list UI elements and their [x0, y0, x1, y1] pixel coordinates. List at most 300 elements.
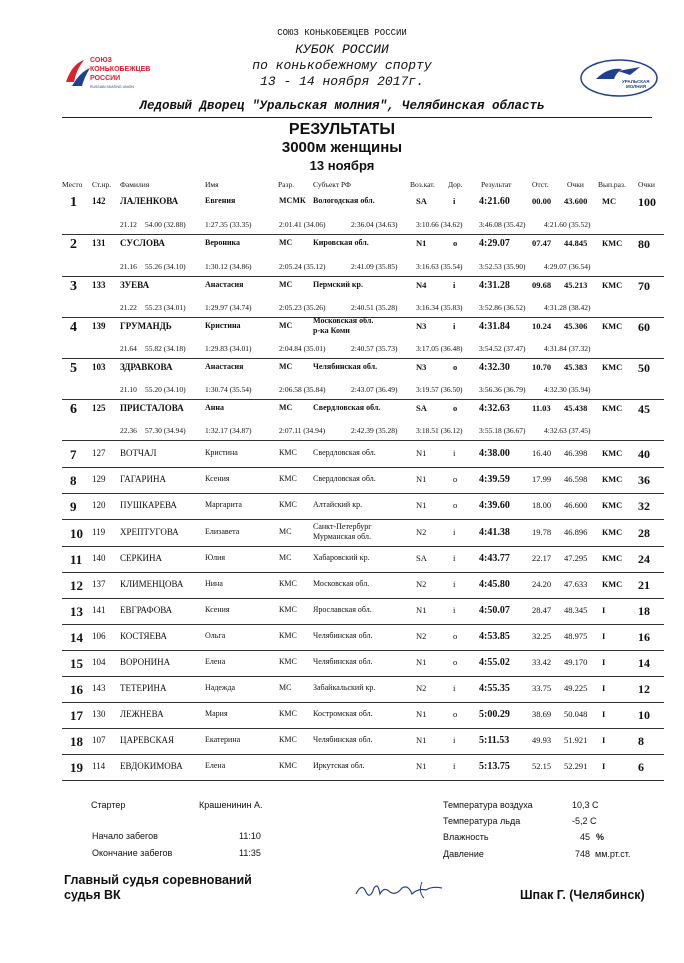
rank-cell: МС	[279, 527, 292, 536]
rank-cell: МС	[279, 280, 293, 289]
age-category-cell: N3	[416, 321, 427, 331]
lap-split: 2:05.23 (35.26)	[279, 303, 326, 312]
place-cell: 11	[70, 552, 83, 567]
region-cell: Иркутская обл.	[313, 761, 365, 770]
first-name-cell: Юлия	[205, 553, 226, 562]
points-cell: 45.306	[564, 321, 588, 331]
result-cell: 4:29.07	[479, 238, 510, 249]
venue: Ледовый Дворец "Уральская молния", Челябинская область	[139, 99, 545, 113]
first-name-cell: Ксения	[205, 605, 230, 614]
place-cell: 1	[70, 195, 77, 210]
lap-split: 3:52.86 (36.52)	[479, 303, 526, 312]
col-place: Место	[62, 180, 83, 189]
lap-split: 3:17.05 (36.48)	[416, 344, 463, 353]
lap-split: 2:40.57 (35.73)	[351, 344, 398, 353]
age-category-cell: N3	[416, 362, 427, 372]
result-cell: 4:31.84	[479, 321, 510, 332]
surname-cell: ПУШКАРЕВА	[120, 500, 177, 510]
skater-logo-icon	[62, 52, 152, 96]
humidity-unit: %	[596, 832, 605, 842]
bib-cell: 106	[92, 631, 106, 641]
surname-cell: СЕРКИНА	[120, 553, 163, 563]
start-label: Начало забегов	[92, 831, 158, 841]
lap-split: 4:32.30 (35.94)	[544, 385, 591, 394]
lap-split: 4:29.07 (36.54)	[544, 262, 591, 271]
chief-judge-line-1: Главный судья соревнований	[64, 873, 252, 887]
age-category-cell: N1	[416, 657, 427, 667]
lane-cell: o	[453, 474, 458, 484]
lane-cell: o	[453, 403, 458, 413]
achieved-rank-cell: КМС	[602, 448, 623, 458]
score-cell: 24	[638, 552, 650, 566]
surname-cell: ВОТЧАЛ	[120, 448, 157, 458]
lap-split: 4:32.63 (37.45)	[544, 426, 591, 435]
achieved-rank-cell: КМС	[602, 280, 623, 290]
region-cell: Забайкальский кр.	[313, 683, 376, 692]
achieved-rank-cell: I	[602, 761, 606, 771]
cup-line-2: по конькобежному спорту	[252, 58, 432, 73]
first-name-cell: Анастасия	[205, 280, 244, 289]
result-cell: 4:50.07	[479, 605, 510, 616]
rank-cell: МС	[279, 683, 292, 692]
col-region: Субъект РФ	[313, 180, 351, 189]
result-cell: 4:55.35	[479, 683, 510, 694]
rank-cell: МС	[279, 362, 293, 371]
lane-cell: i	[453, 448, 456, 458]
points-cell: 46.398	[564, 448, 588, 458]
starter-name: Крашенинин А.	[199, 800, 263, 810]
result-cell: 4:39.59	[479, 474, 510, 485]
gap-cell: 10.70	[532, 362, 552, 372]
lane-cell: i	[453, 683, 456, 693]
result-cell: 4:38.00	[479, 448, 510, 459]
gap-cell: 18.00	[532, 500, 552, 510]
gap-cell: 19.78	[532, 527, 552, 537]
lap-split: 4:21.60 (35.52)	[544, 220, 591, 229]
region-cell: Пермский кр.	[313, 280, 363, 289]
score-cell: 10	[638, 708, 650, 722]
results-title-block	[0, 121, 684, 175]
lane-cell: i	[453, 527, 456, 537]
first-name-cell: Вероника	[205, 238, 241, 247]
bib-cell: 103	[92, 362, 106, 372]
table-row	[62, 467, 664, 494]
score-cell: 32	[638, 499, 650, 513]
achieved-rank-cell: I	[602, 709, 606, 719]
first-name-cell: Нина	[205, 579, 223, 588]
lap-split: 3:55.18 (36.67)	[479, 426, 526, 435]
cup-line-1: КУБОК РОССИИ	[295, 42, 389, 57]
lap-split: 2:43.07 (36.49)	[351, 385, 398, 394]
lane-cell: i	[453, 280, 456, 290]
surname-cell: ПРИСТАЛОВА	[120, 403, 184, 413]
surname-cell: КЛИМЕНЦОВА	[120, 579, 184, 589]
gap-cell: 17.99	[532, 474, 552, 484]
bib-cell: 130	[92, 709, 106, 719]
end-time: 11:35	[239, 848, 261, 858]
lane-cell: o	[453, 238, 458, 248]
event-name: 3000м женщины	[281, 139, 403, 156]
ice-temp-label: Температура льда	[443, 816, 521, 826]
rank-cell: КМС	[279, 657, 297, 666]
surname-cell: ГРУМАНДЬ	[120, 321, 172, 331]
first-name-cell: Елена	[205, 657, 226, 666]
age-category-cell: SA	[416, 553, 427, 563]
surname-cell: ЗДРАВКОВА	[120, 362, 173, 372]
header-divider	[62, 117, 652, 118]
region-cell-line-2: Мурманская обл.	[313, 532, 372, 541]
air-temp-value: 10,3 С	[572, 800, 599, 810]
lap-split: 3:16.63 (35.54)	[416, 262, 463, 271]
region-cell: Свердловская обл.	[313, 448, 376, 457]
achieved-rank-cell: КМС	[602, 362, 623, 372]
achieved-rank-cell: КМС	[602, 579, 623, 589]
score-cell: 8	[638, 734, 644, 748]
lap-split: 57.30 (34.94)	[145, 426, 186, 435]
place-cell: 12	[70, 578, 83, 593]
region-cell: Челябинская обл.	[313, 657, 373, 666]
achieved-rank-cell: I	[602, 605, 606, 615]
first-name-cell: Кристина	[205, 448, 238, 457]
place-cell: 2	[70, 237, 77, 252]
first-name-cell: Кристина	[205, 321, 241, 330]
first-name-cell: Мария	[205, 709, 228, 718]
lap-split: 1:29.83 (34.01)	[205, 344, 252, 353]
page-title: РЕЗУЛЬТАТЫ	[288, 121, 396, 138]
bib-cell: 107	[92, 735, 106, 745]
first-name-cell: Анна	[205, 403, 224, 412]
rank-cell: МС	[279, 553, 292, 562]
rank-cell: КМС	[279, 500, 297, 509]
table-row	[62, 192, 664, 235]
logo-line-1: СОЮЗ	[90, 57, 112, 64]
lap-split: 22.36	[120, 426, 137, 435]
bib-cell: 139	[92, 321, 106, 331]
lap-split: 1:32.17 (34.87)	[205, 426, 252, 435]
result-cell: 4:32.30	[479, 362, 510, 373]
first-name-cell: Ольга	[205, 631, 226, 640]
result-cell: 4:41.38	[479, 527, 510, 538]
age-category-cell: SA	[416, 403, 427, 413]
gap-cell: 33.42	[532, 657, 552, 667]
region-cell: Вологодская обл.	[313, 196, 375, 205]
surname-cell: КОСТЯЕВА	[120, 631, 167, 641]
chief-judge-title	[64, 873, 252, 903]
result-cell: 4:45.80	[479, 579, 510, 590]
table-row	[62, 276, 664, 318]
rank-cell: МС	[279, 238, 293, 247]
points-cell: 49.170	[564, 657, 588, 667]
lap-split: 3:18.51 (36.12)	[416, 426, 463, 435]
achieved-rank-cell: I	[602, 657, 606, 667]
score-cell: 70	[638, 279, 650, 293]
age-category-cell: N1	[416, 500, 427, 510]
points-cell: 50.048	[564, 709, 588, 719]
points-cell: 48.345	[564, 605, 588, 615]
surname-cell: ЕВГРАФОВА	[120, 605, 173, 615]
points-cell: 44.845	[564, 238, 588, 248]
table-row	[62, 358, 664, 400]
lap-split: 54.00 (32.88)	[145, 220, 186, 229]
region-cell: Челябинская обл.	[313, 735, 373, 744]
lane-cell: i	[453, 553, 456, 563]
bib-cell: 129	[92, 474, 106, 484]
lap-split: 2:40.51 (35.28)	[351, 303, 398, 312]
lap-split: 1:27.35 (33.35)	[205, 220, 252, 229]
table-row	[62, 624, 664, 651]
age-category-cell: N1	[416, 761, 427, 771]
rank-cell: МС	[279, 321, 293, 330]
table-row	[62, 519, 664, 547]
bib-cell: 133	[92, 280, 106, 290]
lap-split: 55.82 (34.18)	[145, 344, 186, 353]
surname-cell: ЕВДОКИМОВА	[120, 761, 183, 771]
gap-cell: 49.93	[532, 735, 552, 745]
score-cell: 18	[638, 604, 650, 618]
place-cell: 5	[70, 361, 77, 376]
lap-split: 21.10	[120, 385, 137, 394]
place-cell: 6	[70, 402, 77, 417]
gap-cell: 11.03	[532, 403, 551, 413]
first-name-cell: Надежда	[205, 683, 236, 692]
score-cell: 36	[638, 473, 650, 487]
col-name: Имя	[205, 180, 219, 189]
achieved-rank-cell: КМС	[602, 238, 623, 248]
gap-cell: 38.69	[532, 709, 552, 719]
points-cell: 48.975	[564, 631, 588, 641]
lap-split: 55.23 (34.01)	[145, 303, 186, 312]
place-cell: 8	[70, 473, 77, 488]
lane-cell: o	[453, 709, 458, 719]
score-cell: 12	[638, 682, 650, 696]
lap-split: 21.12	[120, 220, 137, 229]
achieved-rank-cell: КМС	[602, 553, 623, 563]
lap-split: 2:42.39 (35.28)	[351, 426, 398, 435]
points-cell: 45.438	[564, 403, 588, 413]
lane-cell: o	[453, 631, 458, 641]
region-cell: Санкт-Петербург	[313, 522, 372, 531]
achieved-rank-cell: КМС	[602, 403, 623, 413]
ice-temp-value: -5,2 С	[572, 816, 597, 826]
result-cell: 5:13.75	[479, 761, 510, 772]
gap-cell: 07.47	[532, 238, 552, 248]
lap-split: 1:29.97 (34.74)	[205, 303, 252, 312]
col-points: Очки	[567, 180, 584, 189]
points-cell: 46.598	[564, 474, 588, 484]
lap-split: 1:30.12 (34.86)	[205, 262, 252, 271]
result-cell: 4:31.28	[479, 280, 510, 291]
lap-split: 2:36.04 (34.63)	[351, 220, 398, 229]
place-cell: 15	[70, 656, 83, 671]
region-cell: Костромская обл.	[313, 709, 373, 718]
rank-cell: МС	[279, 403, 293, 412]
bib-cell: 143	[92, 683, 106, 693]
age-category-cell: N1	[416, 735, 427, 745]
gap-cell: 16.40	[532, 448, 552, 458]
col-lane: Дор.	[448, 180, 463, 189]
gap-cell: 09.68	[532, 280, 552, 290]
region-cell: Московская обл.	[313, 316, 374, 325]
gap-cell: 33.75	[532, 683, 552, 693]
rank-cell: КМС	[279, 448, 297, 457]
humidity-value: 45	[580, 832, 591, 842]
place-cell: 17	[70, 708, 83, 723]
lap-split: 4:31.28 (38.42)	[544, 303, 591, 312]
bib-cell: 137	[92, 579, 106, 589]
lap-split: 3:54.52 (37.47)	[479, 344, 526, 353]
logo-line-4: RUSSIAN SKATING UNION	[90, 85, 134, 89]
lap-split: 55.20 (34.10)	[145, 385, 186, 394]
bib-cell: 131	[92, 238, 106, 248]
lap-split: 4:31.84 (37.32)	[544, 344, 591, 353]
region-cell: Московская обл.	[313, 579, 370, 588]
first-name-cell: Ксения	[205, 474, 230, 483]
skating-union-logo	[62, 52, 152, 96]
bib-cell: 140	[92, 553, 106, 563]
surname-cell: ГАГАРИНА	[120, 474, 166, 484]
score-cell: 16	[638, 630, 650, 644]
rank-cell: КМС	[279, 631, 297, 640]
place-cell: 10	[70, 526, 83, 541]
logo-line-3: РОССИИ	[90, 75, 121, 82]
logo-line-2: КОНЬКОБЕЖЦЕВ	[90, 66, 151, 73]
table-row	[62, 493, 664, 520]
organization-name: СОЮЗ КОНЬКОБЕЖЦЕВ РОССИИ	[277, 28, 407, 38]
starter-label: Стартер	[91, 800, 126, 810]
points-cell: 47.295	[564, 553, 588, 563]
col-age: Воз.кат.	[410, 180, 435, 189]
humidity-label: Влажность	[443, 832, 489, 842]
lap-split: 2:41.09 (35.85)	[351, 262, 398, 271]
gap-cell: 00.00	[532, 196, 552, 206]
pressure-unit: мм.рт.ст.	[595, 849, 631, 859]
lap-split: 3:56.36 (36.79)	[479, 385, 526, 394]
score-cell: 45	[638, 402, 650, 416]
points-cell: 47.633	[564, 579, 588, 589]
gap-cell: 52.15	[532, 761, 552, 771]
region-cell: Кировская обл.	[313, 238, 369, 247]
age-category-cell: N1	[416, 605, 427, 615]
logo-right-line-2: МОЛНИЯ	[626, 84, 647, 89]
rank-cell: КМС	[279, 709, 297, 718]
place-cell: 13	[70, 604, 83, 619]
score-cell: 6	[638, 760, 644, 774]
lane-cell: i	[453, 579, 456, 589]
surname-cell: СУСЛОВА	[120, 238, 165, 248]
region-cell: Свердловская обл.	[313, 403, 381, 412]
lap-split: 2:05.24 (35.12)	[279, 262, 326, 271]
lap-split: 21.16	[120, 262, 137, 271]
col-bib: Ст.нр.	[92, 180, 112, 189]
points-cell: 51.921	[564, 735, 588, 745]
table-row	[62, 440, 664, 468]
gap-cell: 10.24	[532, 321, 552, 331]
table-row	[62, 572, 664, 599]
table-row	[62, 598, 664, 625]
age-category-cell: N1	[416, 474, 427, 484]
first-name-cell: Екатерина	[205, 735, 241, 744]
lane-cell: o	[453, 657, 458, 667]
region-cell: Ярославская обл.	[313, 605, 372, 614]
table-row	[62, 234, 664, 277]
table-row	[62, 676, 664, 703]
bib-cell: 125	[92, 403, 106, 413]
column-header-row	[0, 180, 684, 192]
table-row	[62, 728, 664, 755]
col-result: Результат	[481, 180, 512, 189]
points-cell: 45.213	[564, 280, 588, 290]
lane-cell: i	[453, 321, 456, 331]
table-row	[62, 702, 664, 729]
points-cell: 45.383	[564, 362, 588, 372]
lap-split: 2:04.84 (35.01)	[279, 344, 326, 353]
region-cell: Челябинская обл.	[313, 362, 378, 371]
age-category-cell: N2	[416, 683, 427, 693]
bib-cell: 141	[92, 605, 106, 615]
gap-cell: 22.17	[532, 553, 552, 563]
lap-split: 3:10.66 (34.62)	[416, 220, 463, 229]
ural-lightning-logo	[578, 57, 660, 99]
age-category-cell: SA	[416, 196, 427, 206]
lap-split: 1:30.74 (35.54)	[205, 385, 252, 394]
surname-cell: ТЕТЕРИНА	[120, 683, 167, 693]
rank-cell: КМС	[279, 605, 297, 614]
surname-cell: ЦАРЕВСКАЯ	[120, 735, 175, 745]
result-cell: 4:21.60	[479, 196, 510, 207]
lap-split: 3:16.34 (35.83)	[416, 303, 463, 312]
region-cell: Хабаровский кр.	[313, 553, 370, 562]
age-category-cell: N2	[416, 631, 427, 641]
place-cell: 16	[70, 682, 83, 697]
age-category-cell: N4	[416, 280, 427, 290]
lane-cell: i	[453, 735, 456, 745]
region-cell: Челябинская обл.	[313, 631, 373, 640]
lap-split: 2:07.11 (34.94)	[279, 426, 326, 435]
lane-cell: o	[453, 500, 458, 510]
lane-cell: o	[453, 362, 458, 372]
age-category-cell: N2	[416, 527, 427, 537]
points-cell: 49.225	[564, 683, 588, 693]
pressure-value: 748	[575, 849, 591, 859]
table-row	[62, 317, 664, 359]
lane-cell: i	[453, 196, 456, 206]
col-score: Очки	[638, 180, 655, 189]
achieved-rank-cell: КМС	[602, 474, 623, 484]
first-name-cell: Елена	[205, 761, 226, 770]
lap-split: 2:06.58 (35.84)	[279, 385, 326, 394]
place-cell: 14	[70, 630, 83, 645]
result-cell: 5:11.53	[479, 735, 510, 746]
score-cell: 80	[638, 237, 650, 251]
age-category-cell: N1	[416, 709, 427, 719]
surname-cell: ХРЕПТУГОВА	[120, 527, 179, 537]
table-row	[62, 650, 664, 677]
rank-cell: КМС	[279, 474, 297, 483]
rank-cell: КМС	[279, 579, 297, 588]
first-name-cell: Маргарита	[205, 500, 242, 509]
surname-cell: ЗУЕВА	[120, 280, 150, 290]
gap-cell: 32.25	[532, 631, 552, 641]
end-label: Окончание забегов	[92, 848, 173, 858]
score-cell: 14	[638, 656, 650, 670]
achieved-rank-cell: I	[602, 735, 606, 745]
place-cell: 9	[70, 499, 77, 514]
achieved-rank-cell: I	[602, 631, 606, 641]
bib-cell: 127	[92, 448, 106, 458]
achieved-rank-cell: КМС	[602, 527, 623, 537]
score-cell: 21	[638, 578, 650, 592]
bib-cell: 142	[92, 196, 106, 206]
